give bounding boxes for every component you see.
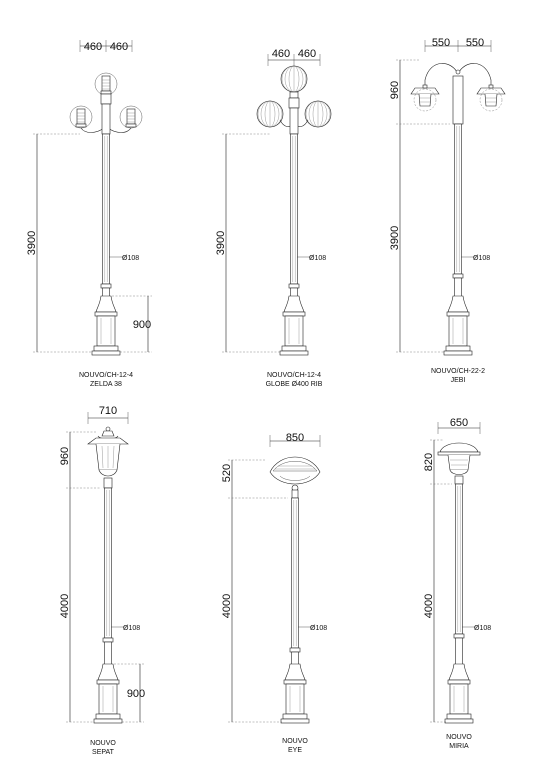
globe-width-left: 460 [271,48,291,60]
eye-head-height: 520 [221,463,233,483]
lamp-globe [215,48,331,388]
eye-height: 4000 [221,593,233,619]
sepat-diameter: Ø108 [123,625,141,632]
jebi-width-right: 550 [465,37,485,49]
miria-head-height: 820 [423,452,435,472]
eye-diameter: Ø108 [310,625,328,632]
sepat-height: 4000 [59,593,71,619]
zelda-width-left: 460 [83,41,103,53]
globe-height: 3900 [215,230,227,256]
eye-model: NOUVO [282,738,308,745]
lamp-jebi [389,37,505,384]
lamp-zelda [26,40,152,388]
jebi-diameter: Ø108 [473,255,491,262]
eye-width: 850 [285,432,305,444]
globe-model: NOUVO/CH-12-4 [266,372,322,379]
zelda-height: 3900 [26,230,38,256]
zelda-model: NOUVO/CH-12-4 [78,372,134,379]
jebi-width-left: 550 [431,37,451,49]
eye-name: EYE [287,747,303,754]
globe-width-right: 460 [297,48,317,60]
sepat-head-height: 960 [59,446,71,466]
jebi-model: NOUVO/CH-22-2 [430,368,486,375]
miria-diameter: Ø108 [474,625,492,632]
lamp-sepat [59,405,145,756]
jebi-height: 3900 [389,225,401,251]
zelda-width-right: 460 [109,41,129,53]
jebi-name: JEBI [450,377,466,384]
zelda-diameter: Ø108 [122,255,140,262]
sepat-width: 710 [98,405,118,417]
miria-model: NOUVO [446,734,472,741]
globe-diameter: Ø108 [309,255,327,262]
miria-name: MIRIA [449,743,469,750]
sepat-name: SEPAT [92,749,114,756]
miria-width: 650 [449,417,469,429]
jebi-head-height: 960 [389,80,401,100]
sepat-base-height: 900 [126,688,146,700]
globe-name: GLOBE Ø400 RIB [265,381,323,388]
miria-height: 4000 [423,593,435,619]
sepat-model: NOUVO [90,740,116,747]
zelda-name: ZELDA 38 [90,381,122,388]
lamp-eye [221,432,327,754]
zelda-base-height: 900 [132,319,152,331]
lamp-miria [423,417,491,750]
